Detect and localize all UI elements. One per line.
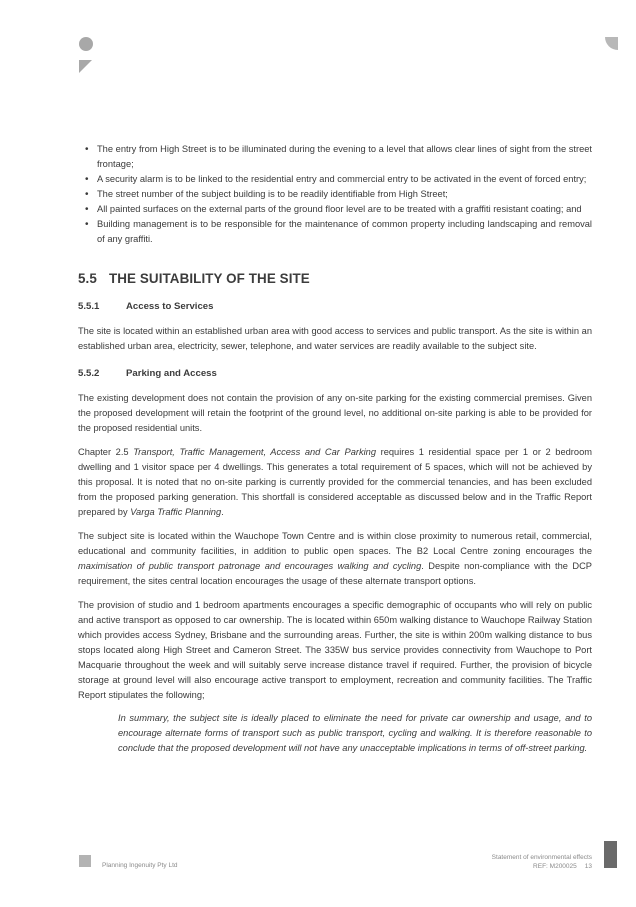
footer-bar-decoration: [604, 841, 617, 868]
dcp-chapter-title: Transport, Traffic Management, Access and Car Parking: [133, 447, 377, 457]
text-run: Chapter 2.5: [78, 447, 134, 457]
subsection-title: Parking and Access: [126, 368, 217, 379]
text-run: .: [221, 507, 224, 517]
text-run: requires 1 residential space per 1 or 2 bedroom dwelling and 1 visitor space per 4 dwellings. This generates a total requirement of 5 spaces, which will not be achieved by this proposal. It is noted that no on-site parking is currently provided for the commercial tenancies, and has been excluded from the proposed parking generation. This shortfall is considered acceptable as discussed below and in the Traffic Report prepared by: [78, 447, 592, 517]
paragraph-existing-parking: The existing development does not contain the provision of any on-site parking for the existing commercial premises. Given the proposed development will retain the footprint of the ground level, no additional on-site parking is able to be provided for the proposed residential units.: [78, 393, 592, 433]
traffic-report-quote: In summary, the subject site is ideally placed to eliminate the need for private car ownership and usage, and to encourage alternate forms of transport such as public transport, cycling and walking. It is therefore reasonable to conclude that the proposed development will not have any unacceptable implications in terms of off-street parking.: [118, 713, 592, 753]
bullet-item: • Building management is to be responsible for the maintenance of common property including landscaping and removal of any graffiti.: [78, 217, 592, 247]
subsection-title: Access to Services: [126, 301, 214, 312]
footer-ref-line: [492, 862, 592, 871]
header-triangle-decoration: [79, 60, 92, 73]
footer-document-title: Statement of environmental effects: [491, 854, 592, 861]
paragraph-town-centre: [78, 529, 592, 589]
subsection-number: 5.5.1: [78, 301, 100, 312]
bullet-item: • A security alarm is to be linked to the residential entry and commercial entry to be activated in the event of forced entry;: [78, 172, 592, 187]
zoning-objective: maximisation of public transport patronage and encourages walking and cycling: [78, 561, 422, 571]
header-circle-decoration: [79, 37, 93, 51]
text-run: . Despite non-compliance with the DCP requirement, the sites central location encourages the usage of these alternate transport options.: [78, 561, 592, 586]
section-heading: [78, 271, 592, 287]
subsection-heading-parking: [78, 367, 592, 381]
page-number: 13: [584, 863, 592, 870]
footer-document-info: [492, 853, 592, 871]
footer-company: Planning Ingenuity Pty Ltd: [102, 862, 178, 869]
traffic-consultant-name: Varga Traffic Planning: [130, 507, 222, 517]
subsection-heading-access: [78, 300, 592, 314]
subsection-number: 5.5.2: [78, 368, 100, 379]
footer-reference: REF: M200025: [533, 863, 577, 870]
text-run: The subject site is located within the Wauchope Town Centre and is within close proximity to numerous retail, commercial, educational and community facilities, in addition to public open spaces. The B2 Local Centre zoning encourages the: [78, 531, 592, 556]
page-content: [78, 142, 592, 756]
paragraph-dcp-requirement: [78, 445, 592, 520]
section-number: 5.5: [78, 271, 97, 286]
bullet-item: • The entry from High Street is to be illuminated during the evening to a level that allows clear lines of sight from the street frontage;: [78, 142, 592, 172]
bullet-item: • The street number of the subject building is to be readily identifiable from High Street;: [78, 187, 592, 202]
section-title: THE SUITABILITY OF THE SITE: [109, 271, 310, 286]
header-corner-decoration: [605, 37, 618, 50]
footer-square-decoration: [79, 855, 91, 867]
paragraph-public-transport: The provision of studio and 1 bedroom apartments encourages a specific demographic of occupants who will rely on public and active transport as opposed to car ownership. The is located within 650m walking distance to Wauchope Railway Station which provides access Sydney, Brisbane and the surrounding areas. Further, the site is within 200m walking distance to bus stops located along High Street and Cameron Street. The 335W bus service provides connectivity from Wauchope to Port Macquarie throughout the week and will suitably serve increase distance travel if required. Further, the provision of bicycle storage at ground level will also encourage active transport to employment, recreation and community facilities. The Traffic Report stipulates the following;: [78, 600, 592, 700]
bullet-list: [78, 142, 592, 247]
bullet-item: • All painted surfaces on the external parts of the ground floor level are to be treated with a graffiti resistant coating; and: [78, 202, 592, 217]
paragraph-access-services: The site is located within an established urban area with good access to services and public transport. As the site is within an established urban area, electricity, sewer, telephone, and water services are readily available to the subject site.: [78, 326, 592, 351]
